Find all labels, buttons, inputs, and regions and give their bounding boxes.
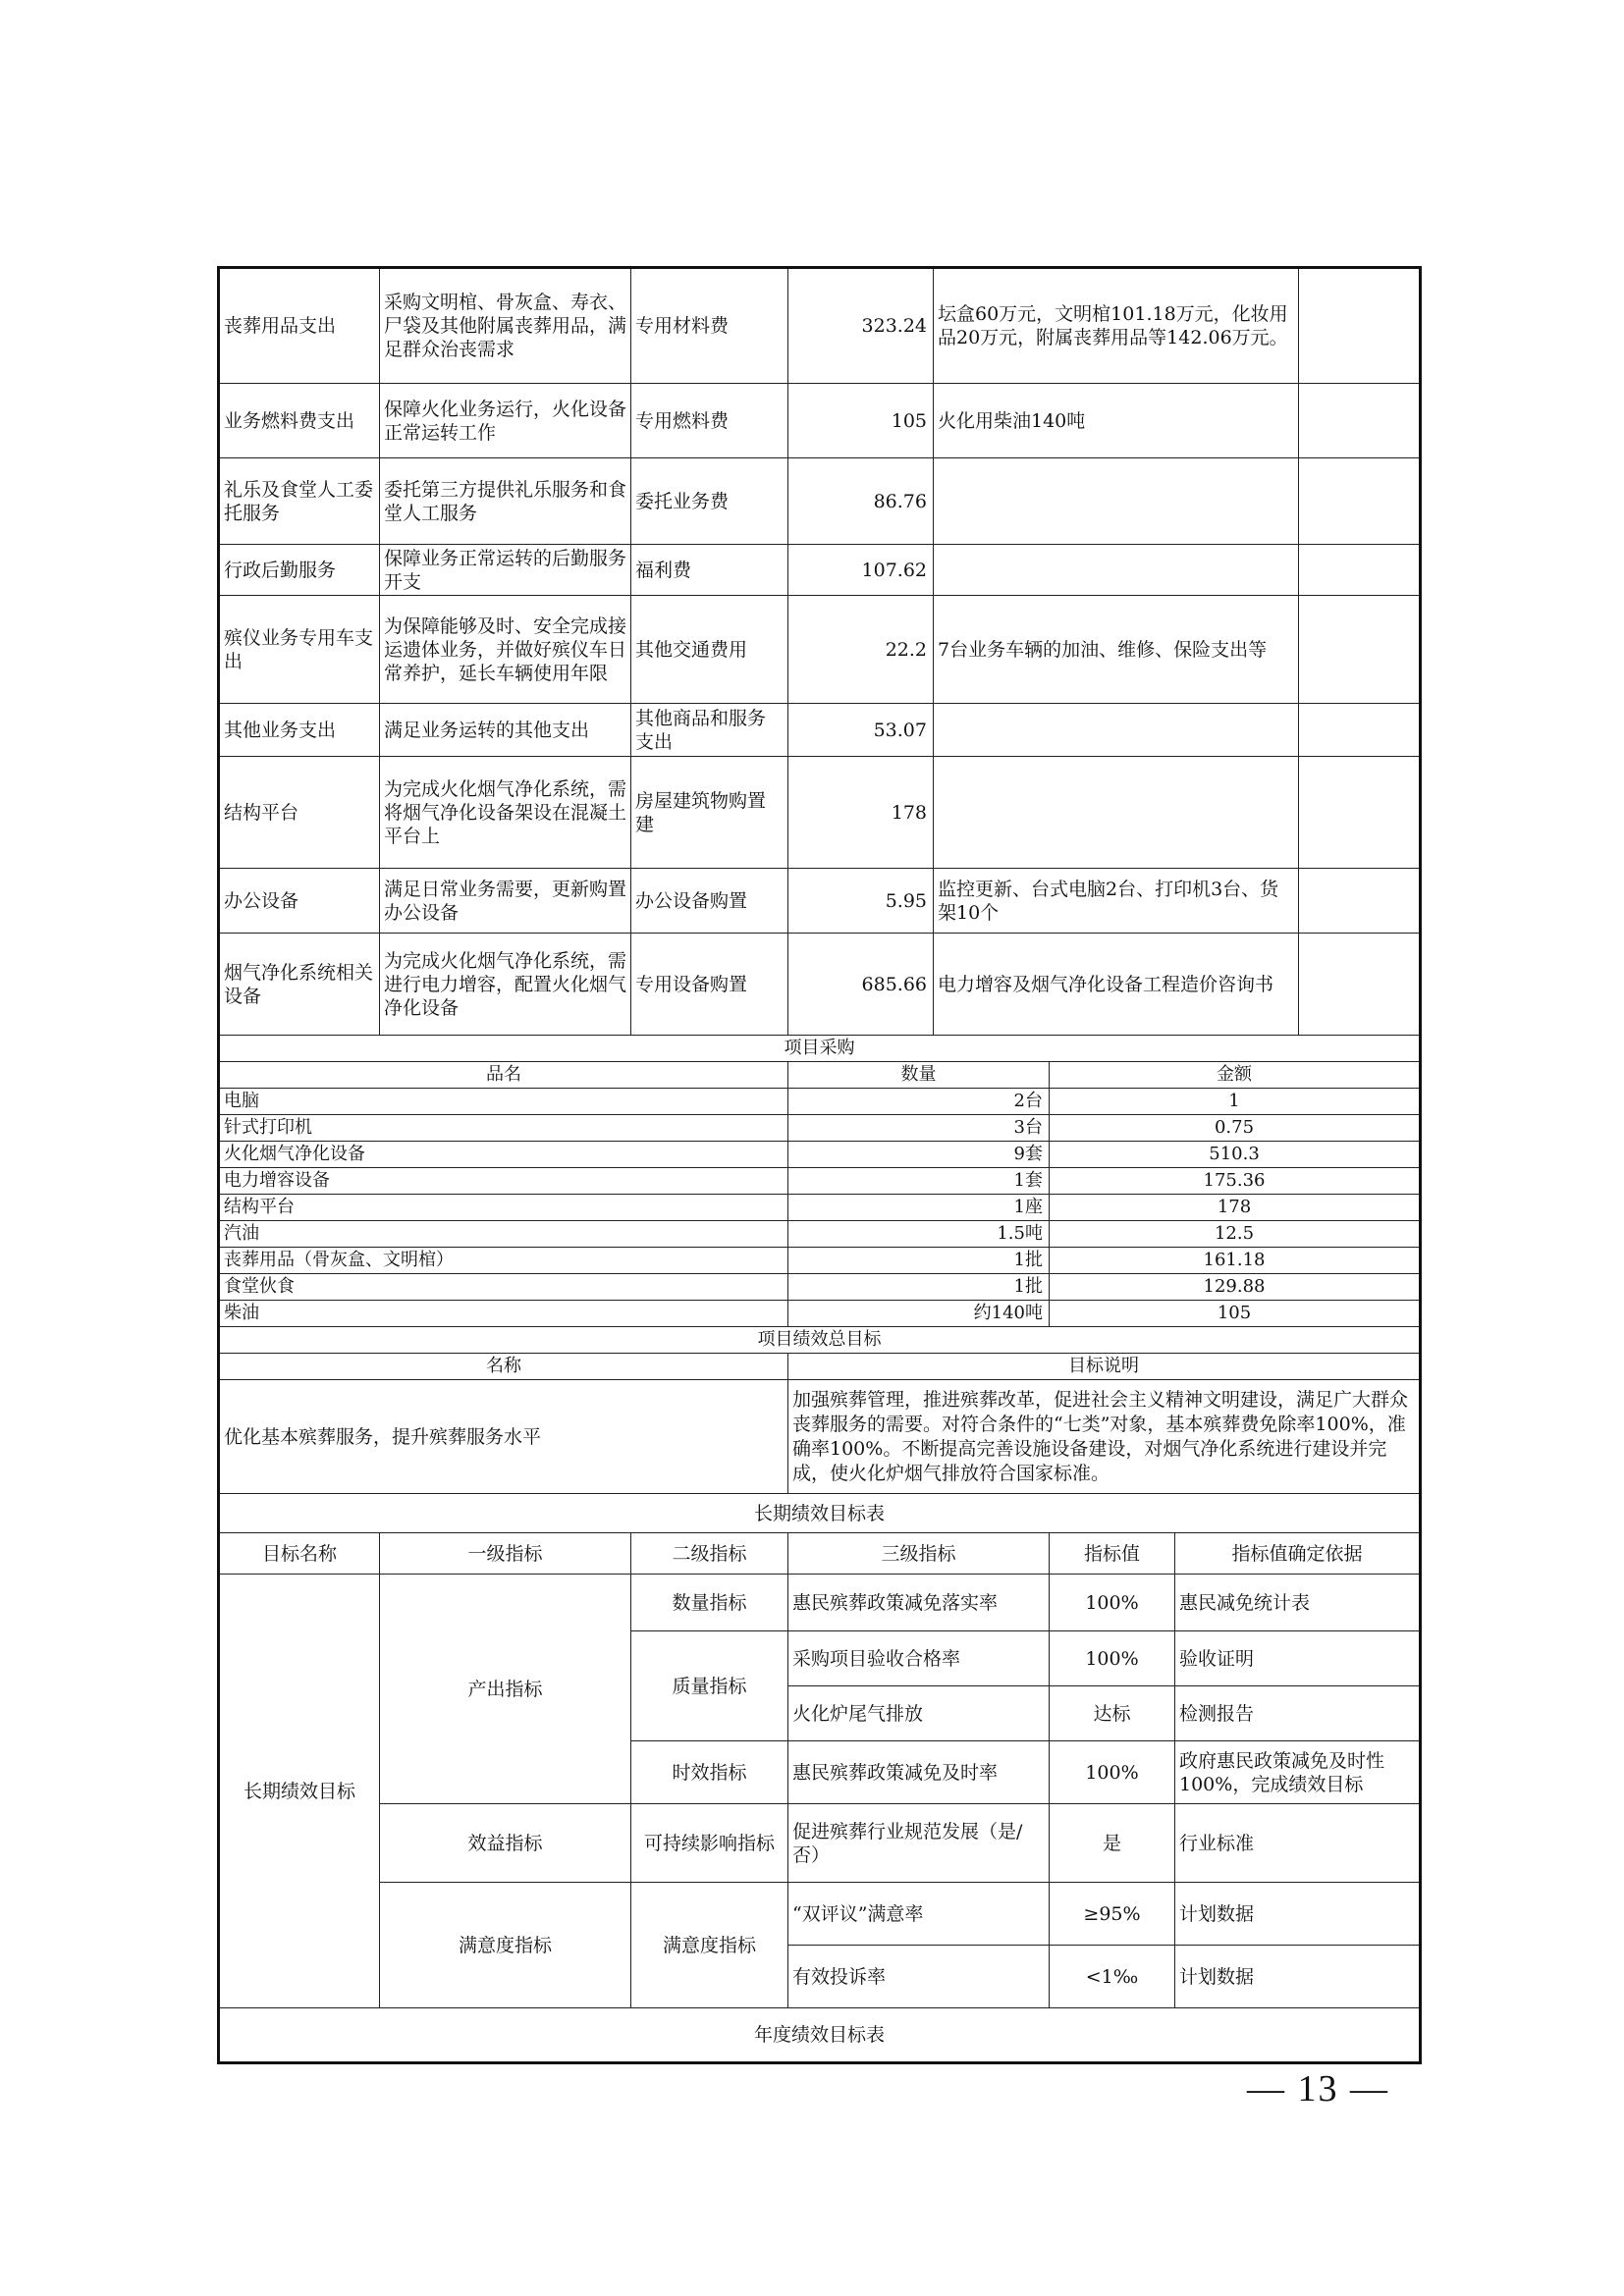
expenditure-extra: [1299, 596, 1421, 704]
procurement-row: [219, 1168, 1421, 1195]
procurement-item: 火化烟气净化设备: [219, 1142, 788, 1168]
lt-level1-benefit: 效益指标: [380, 1804, 631, 1883]
expenditure-note: 火化用柴油140吨: [934, 384, 1299, 458]
page-number: — 13 —: [1247, 2068, 1389, 2109]
expenditure-item: 礼乐及食堂人工委托服务: [219, 458, 380, 545]
lt-value: 100%: [1050, 1575, 1175, 1631]
expenditure-extra: [1299, 545, 1421, 596]
expenditure-row: [219, 384, 1421, 458]
lt-header-l2: 二级指标: [631, 1533, 788, 1575]
lt-level3: 惠民殡葬政策减免落实率: [788, 1575, 1050, 1631]
lt-value: 100%: [1050, 1741, 1175, 1804]
procurement-row: [219, 1274, 1421, 1301]
expenditure-note: [934, 757, 1299, 869]
expenditure-item: 行政后勤服务: [219, 545, 380, 596]
lt-header-basis: 指标值确定依据: [1175, 1533, 1421, 1575]
expenditure-row: [219, 596, 1421, 704]
lt-level2-satisfaction: 满意度指标: [631, 1883, 788, 2008]
procurement-item: 柴油: [219, 1301, 788, 1327]
expenditure-category: 专用设备购置: [631, 934, 788, 1036]
expenditure-item: 烟气净化系统相关设备: [219, 934, 380, 1036]
expenditure-desc: 保障火化业务运行，火化设备正常运转工作: [380, 384, 631, 458]
expenditure-item: 殡仪业务专用车支出: [219, 596, 380, 704]
lt-value: <1‰: [1050, 1946, 1175, 2008]
procurement-row: [219, 1195, 1421, 1221]
lt-level2-sustainable: 可持续影响指标: [631, 1804, 788, 1883]
lt-level1-output: 产出指标: [380, 1575, 631, 1804]
expenditure-note: [934, 458, 1299, 545]
procurement-item: 针式打印机: [219, 1115, 788, 1142]
lt-level3: 促进殡葬行业规范发展（是/否）: [788, 1804, 1050, 1883]
lt-level2-quality: 质量指标: [631, 1631, 788, 1741]
procurement-qty: 1批: [788, 1248, 1050, 1274]
expenditure-row: [219, 934, 1421, 1036]
procurement-item: 结构平台: [219, 1195, 788, 1221]
expenditure-amount: 685.66: [788, 934, 934, 1036]
expenditure-category: 房屋建筑物购置建: [631, 757, 788, 869]
lt-level2-timeliness: 时效指标: [631, 1741, 788, 1804]
lt-level3: 惠民殡葬政策减免及时率: [788, 1741, 1050, 1804]
procurement-qty: 2台: [788, 1089, 1050, 1115]
lt-level3: 火化炉尾气排放: [788, 1686, 1050, 1741]
procurement-qty: 约140吨: [788, 1301, 1050, 1327]
lt-basis: 政府惠民政策减免及时性100%，完成绩效目标: [1175, 1741, 1421, 1804]
expenditure-desc: 为完成火化烟气净化系统，需将烟气净化设备架设在混凝土平台上: [380, 757, 631, 869]
expenditure-row: [219, 458, 1421, 545]
expenditure-category: 其他交通费用: [631, 596, 788, 704]
expenditure-item: 丧葬用品支出: [219, 268, 380, 384]
procurement-amount: 12.5: [1050, 1221, 1421, 1248]
lt-target-name: 长期绩效目标: [219, 1575, 380, 2008]
expenditure-amount: 323.24: [788, 268, 934, 384]
expenditure-desc: 满足日常业务需要，更新购置办公设备: [380, 869, 631, 934]
goal-header-desc: 目标说明: [788, 1354, 1421, 1380]
goal-header-name: 名称: [219, 1354, 788, 1380]
expenditure-amount: 107.62: [788, 545, 934, 596]
expenditure-item: 其他业务支出: [219, 704, 380, 757]
procurement-amount: 510.3: [1050, 1142, 1421, 1168]
expenditure-extra: [1299, 757, 1421, 869]
expenditure-note: [934, 545, 1299, 596]
expenditure-row: [219, 704, 1421, 757]
procurement-row: [219, 1142, 1421, 1168]
expenditure-row: [219, 545, 1421, 596]
expenditure-category: 委托业务费: [631, 458, 788, 545]
procurement-qty: 1批: [788, 1274, 1050, 1301]
procurement-row: [219, 1089, 1421, 1115]
expenditure-extra: [1299, 869, 1421, 934]
budget-table-sheet: [217, 266, 1419, 2064]
long-term-title: 长期绩效目标表: [219, 1494, 1421, 1533]
lt-level3: 有效投诉率: [788, 1946, 1050, 2008]
expenditure-item: 办公设备: [219, 869, 380, 934]
lt-value: ≥95%: [1050, 1883, 1175, 1946]
expenditure-extra: [1299, 384, 1421, 458]
lt-level2-quantity: 数量指标: [631, 1575, 788, 1631]
procurement-item: 电脑: [219, 1089, 788, 1115]
procurement-qty: 9套: [788, 1142, 1050, 1168]
expenditure-category: 专用材料费: [631, 268, 788, 384]
procurement-item: 食堂伙食: [219, 1274, 788, 1301]
expenditure-desc: 委托第三方提供礼乐服务和食堂人工服务: [380, 458, 631, 545]
procurement-qty: 1套: [788, 1168, 1050, 1195]
procurement-row: [219, 1301, 1421, 1327]
procurement-item: 电力增容设备: [219, 1168, 788, 1195]
expenditure-amount: 53.07: [788, 704, 934, 757]
lt-value: 是: [1050, 1804, 1175, 1883]
procurement-qty: 3台: [788, 1115, 1050, 1142]
procurement-header-name: 品名: [219, 1062, 788, 1089]
procurement-amount: 1: [1050, 1089, 1421, 1115]
expenditure-row: [219, 757, 1421, 869]
expenditure-note: 监控更新、台式电脑2台、打印机3台、货架10个: [934, 869, 1299, 934]
lt-value: 达标: [1050, 1686, 1175, 1741]
expenditure-extra: [1299, 704, 1421, 757]
expenditure-amount: 5.95: [788, 869, 934, 934]
procurement-amount: 161.18: [1050, 1248, 1421, 1274]
lt-basis: 检测报告: [1175, 1686, 1421, 1741]
expenditure-desc: 采购文明棺、骨灰盒、寿衣、尸袋及其他附属丧葬用品，满足群众治丧需求: [380, 268, 631, 384]
expenditure-desc: 为完成火化烟气净化系统，需进行电力增容，配置火化烟气净化设备: [380, 934, 631, 1036]
expenditure-desc: 保障业务正常运转的后勤服务开支: [380, 545, 631, 596]
lt-header-l3: 三级指标: [788, 1533, 1050, 1575]
procurement-item: 丧葬用品（骨灰盒、文明棺）: [219, 1248, 788, 1274]
expenditure-category: 办公设备购置: [631, 869, 788, 934]
expenditure-item: 业务燃料费支出: [219, 384, 380, 458]
procurement-qty: 1.5吨: [788, 1221, 1050, 1248]
lt-header-value: 指标值: [1050, 1533, 1175, 1575]
lt-basis: 惠民减免统计表: [1175, 1575, 1421, 1631]
procurement-title: 项目采购: [219, 1036, 1421, 1062]
lt-header-target: 目标名称: [219, 1533, 380, 1575]
lt-header-l1: 一级指标: [380, 1533, 631, 1575]
procurement-amount: 0.75: [1050, 1115, 1421, 1142]
expenditure-extra: [1299, 458, 1421, 545]
expenditure-desc: 为保障能够及时、安全完成接运遗体业务，并做好殡仪车日常养护，延长车辆使用年限: [380, 596, 631, 704]
procurement-amount: 175.36: [1050, 1168, 1421, 1195]
procurement-qty: 1座: [788, 1195, 1050, 1221]
expenditure-note: 电力增容及烟气净化设备工程造价咨询书: [934, 934, 1299, 1036]
expenditure-note: 7台业务车辆的加油、维修、保险支出等: [934, 596, 1299, 704]
lt-basis: 验收证明: [1175, 1631, 1421, 1686]
goal-title: 项目绩效总目标: [219, 1327, 1421, 1354]
expenditure-note: 坛盒60万元，文明棺101.18万元，化妆用品20万元，附属丧葬用品等142.06万元。: [934, 268, 1299, 384]
expenditure-item: 结构平台: [219, 757, 380, 869]
expenditure-category: 专用燃料费: [631, 384, 788, 458]
procurement-amount: 105: [1050, 1301, 1421, 1327]
procurement-row: [219, 1248, 1421, 1274]
goal-name: 优化基本殡葬服务，提升殡葬服务水平: [219, 1380, 788, 1494]
expenditure-amount: 86.76: [788, 458, 934, 545]
expenditure-note: [934, 704, 1299, 757]
lt-basis: 计划数据: [1175, 1883, 1421, 1946]
procurement-header-amount: 金额: [1050, 1062, 1421, 1089]
expenditure-amount: 22.2: [788, 596, 934, 704]
expenditure-row: [219, 268, 1421, 384]
expenditure-category: 其他商品和服务支出: [631, 704, 788, 757]
lt-basis: 行业标准: [1175, 1804, 1421, 1883]
expenditure-amount: 178: [788, 757, 934, 869]
procurement-item: 汽油: [219, 1221, 788, 1248]
expenditure-row: [219, 869, 1421, 934]
expenditure-extra: [1299, 934, 1421, 1036]
procurement-row: [219, 1221, 1421, 1248]
goal-desc: 加强殡葬管理，推进殡葬改革，促进社会主义精神文明建设，满足广大群众丧葬服务的需要。对符合条件的“七类”对象，基本殡葬费免除率100%，准确率100%。不断提高完善设施设备建设，对烟气净化系统进行建设并完成，使火化炉烟气排放符合国家标准。: [788, 1380, 1421, 1494]
annual-title: 年度绩效目标表: [219, 2008, 1421, 2063]
expenditure-desc: 满足业务运转的其他支出: [380, 704, 631, 757]
lt-level3: 采购项目验收合格率: [788, 1631, 1050, 1686]
procurement-amount: 129.88: [1050, 1274, 1421, 1301]
procurement-header-qty: 数量: [788, 1062, 1050, 1089]
procurement-amount: 178: [1050, 1195, 1421, 1221]
lt-level1-satisfaction: 满意度指标: [380, 1883, 631, 2008]
lt-level3: “双评议”满意率: [788, 1883, 1050, 1946]
procurement-row: [219, 1115, 1421, 1142]
project-budget-table: [217, 266, 1422, 2064]
expenditure-extra: [1299, 268, 1421, 384]
expenditure-amount: 105: [788, 384, 934, 458]
lt-basis: 计划数据: [1175, 1946, 1421, 2008]
lt-value: 100%: [1050, 1631, 1175, 1686]
expenditure-category: 福利费: [631, 545, 788, 596]
